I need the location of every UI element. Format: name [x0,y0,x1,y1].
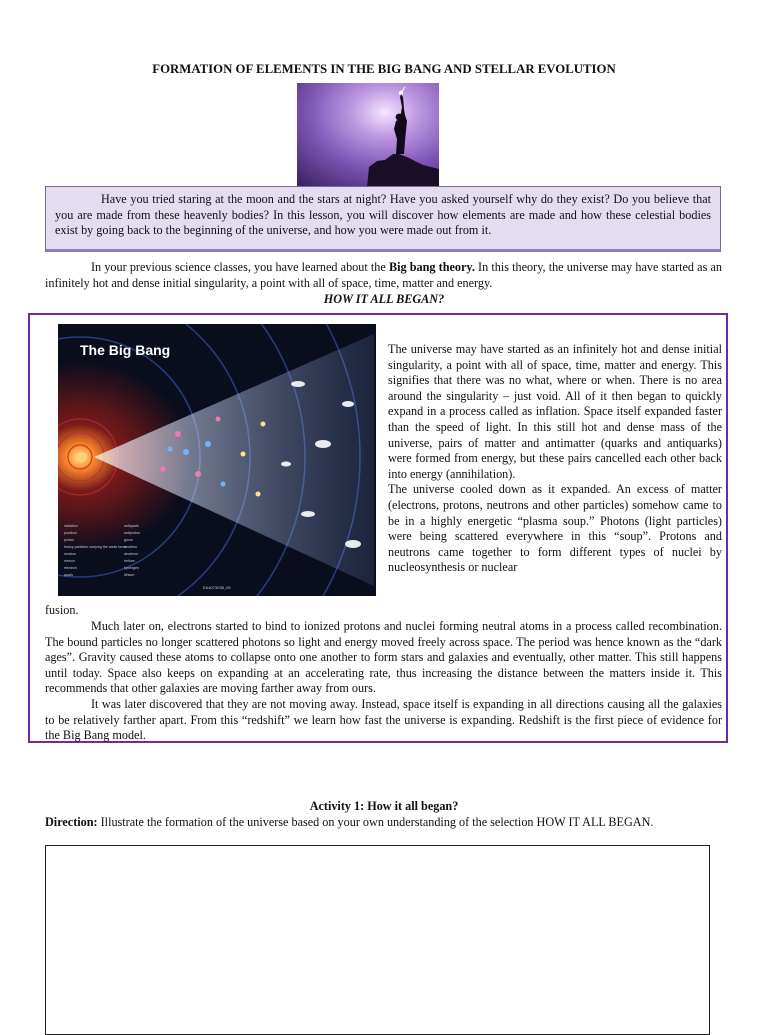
activity-direction [45,815,722,831]
legend-label: proton [64,538,75,542]
right-column-text [388,342,722,576]
girl-reaching-star-image [297,83,439,188]
legend-label: deuteron [124,552,139,556]
previous-text-after: In this theory, the universe may have started as an infinitely hot and dense initial singularity, a point with all of space, time, matter and energy. [45,260,722,290]
intro-callout-box [45,186,721,252]
legend-label: antiproton [124,531,140,535]
illustration-answer-box[interactable] [45,845,710,1035]
legend-label: lithium [124,573,135,577]
legend-label: electron [64,566,77,570]
legend-label: helium [124,559,135,563]
legend-label: heavy particles carrying the weak force [64,545,127,549]
big-bang-image-heading: The Big Bang [80,342,171,358]
previous-text-before: In your previous science classes, you have learned about the [91,260,389,274]
activity-title: Activity 1: How it all began? [309,799,459,813]
section-heading: HOW IT ALL BEGAN? [323,292,445,306]
legend-label: neutrino [124,545,137,549]
direction-text: Illustrate the formation of the universe based on your own understanding of the selection HOW IT ALL BEGAN. [97,815,654,829]
previous-classes-paragraph [45,260,722,291]
intro-text: Have you tried staring at the moon and the stars at night? Have you asked yourself why do they exist? Do you believe that you are made from these heavenly bodies? In this lesson, you will discover how elements are made and how these celestial bodies exist by going back to the beginning of the universe, and how you were made out from it. [55,192,711,238]
redshift-paragraph: It was later discovered that they are not moving away. Instead, space itself is expanding in all directions causing all the galaxies to be relatively farther apart. From this “redshift” we learn how fast the universe is expanding. Redshift is the first piece of evidence for the Big Bang model. [45,696,722,743]
direction-label: Direction: [45,815,98,829]
legend-label: hydrogen [124,566,139,570]
right-column-paragraph: The universe may have started as an infinitely hot and dense initial singularity, a point with all of space, time, matter and energy. This signifies that there was no what, where or when. There is no area around the singularity – just void. All of it then began to quickly expand in a process called as inflation. Space itself expanded faster than the speed of light. In this still hot and dense mass of the universe, pairs of matter and antimatter (quarks and antiquarks) were formed from energy, but these pairs cancelled each other back into energy (annihilation). [388,342,722,481]
legend-label: meson [64,559,75,563]
legend-label: quark [64,573,73,577]
recombination-paragraph: Much later on, electrons started to bind to ionized protons and nuclei forming neutral atoms in a process called recombination. The bound particles no longer scattered photons so light and energy moved freely across space. The period was hence known as the “dark ages”. Gravity caused these atoms to collapse onto one another to form stars and galaxies and eventually, other matter. This still happens until today. Space also keeps on expanding at an accelerating rate, thus increasing the distance between the matters inside it. This recommends that other galaxies are moving farther away from ours. [45,619,722,696]
image-credit: EA4073038_05 [203,585,231,590]
big-bang-theory-term: Big bang theory. [388,260,475,274]
fusion-word: fusion. [45,603,79,617]
big-bang-diagram-image [58,324,376,596]
legend-label: positron [64,531,77,535]
legend-label: neutron [64,552,77,556]
lower-paragraphs [45,619,722,744]
document-title: FORMATION OF ELEMENTS IN THE BIG BANG AND STELLAR EVOLUTION [152,62,616,76]
right-column-paragraph: The universe cooled down as it expanded. An excess of matter (electrons, protons, neutrons and other particles) somehow came to be in a highly energetic “plasma soup.” Photons (light particles) were being scattered everywhere in this “soup”. Protons and neutrons came together to form different types of nuclei by nucleosynthesis or nuclear [388,482,722,575]
legend-label: radiation [64,524,78,528]
legend-label: gluon [124,538,133,542]
legend-label: antiquark [124,524,139,528]
